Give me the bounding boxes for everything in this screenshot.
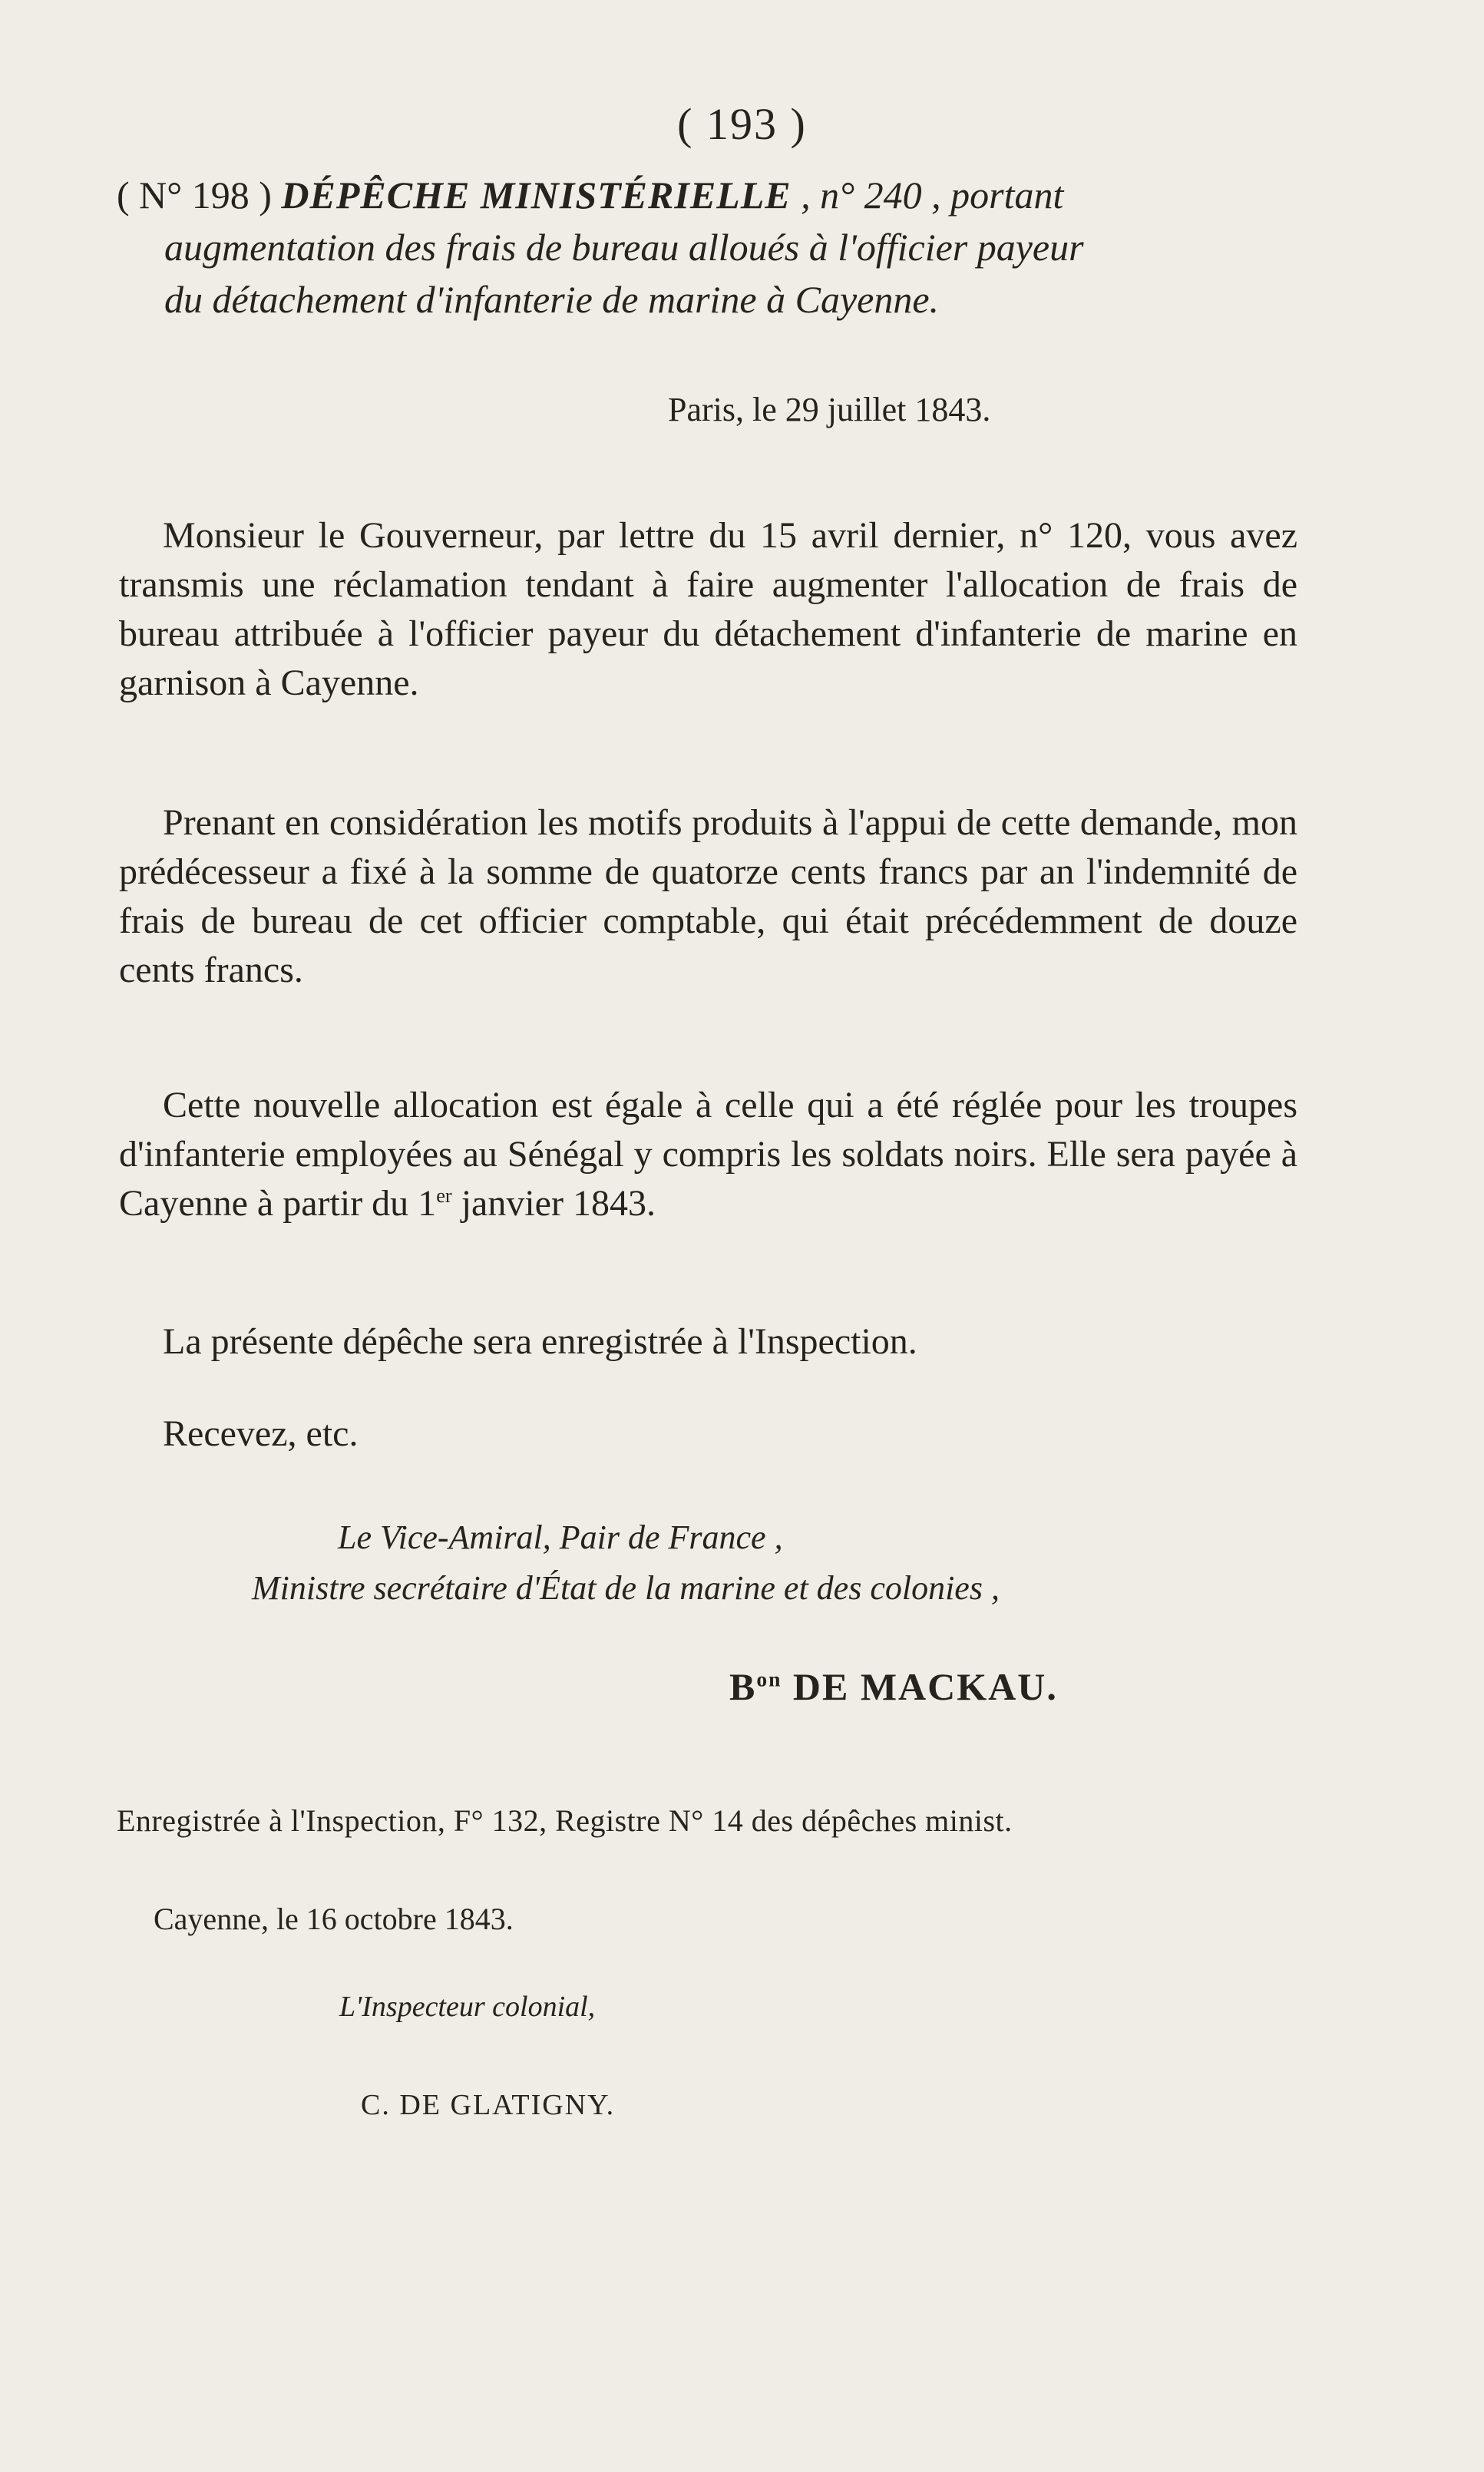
page-number: ( 193 ) bbox=[677, 99, 807, 149]
signature-name bbox=[729, 1664, 1058, 1709]
paragraph-3-text-a: Cette nouvelle allocation est égale à celle qui a été réglée pour les troupes d'infanterie employées au Sénégal y compris les soldats noirs. Elle sera payée à Cayenne à partir du 1 bbox=[119, 1085, 1297, 1224]
dateline: Paris, le 29 juillet 1843. bbox=[668, 391, 991, 428]
document-title bbox=[117, 169, 1299, 326]
signature-name-prefix: B bbox=[729, 1665, 757, 1708]
title-line3: du détachement d'infanterie de marine à Cayenne. bbox=[164, 278, 940, 321]
inspector-title: L'Inspecteur colonial, bbox=[339, 1991, 596, 2023]
signature-name-sup: on bbox=[756, 1667, 782, 1691]
title-heading: DÉPÊCHE MINISTÉRIELLE bbox=[281, 174, 792, 216]
signature-line2: Ministre secrétaire d'État de la marine et des colonies , bbox=[252, 1569, 1000, 1607]
paragraph-4 bbox=[119, 1317, 1297, 1367]
signature-line1: Le Vice-Amiral, Pair de France , bbox=[338, 1519, 783, 1556]
paragraph-3 bbox=[119, 1081, 1297, 1228]
paragraph-5-text: Recevez, etc. bbox=[163, 1413, 359, 1454]
paragraph-3-text-b: janvier 1843. bbox=[451, 1183, 656, 1224]
paragraph-3-text bbox=[119, 1081, 1297, 1228]
paragraph-4-text: La présente dépêche sera enregistrée à l'Inspection. bbox=[163, 1321, 917, 1362]
title-line1-rest: portant bbox=[950, 174, 1064, 216]
cayenne-date: Cayenne, le 16 octobre 1843. bbox=[154, 1902, 514, 1936]
paragraph-3-sup: er bbox=[436, 1184, 452, 1207]
title-line2: augmentation des frais de bureau alloués à l'officier payeur bbox=[164, 226, 1084, 269]
paragraph-1 bbox=[119, 511, 1297, 708]
signature-name-text: DE MACKAU. bbox=[782, 1665, 1058, 1708]
inspector-name: C. DE GLATIGNY. bbox=[361, 2089, 616, 2121]
signature-title bbox=[252, 1512, 1000, 1614]
paragraph-1-text: Monsieur le Gouverneur, par lettre du 15 avril dernier, n° 120, vous avez transmis une réclamation tendant à faire augmenter l'allocation de frais de bureau attribuée à l'officier payeur du détachement d'infanterie de marine en garnison à Cayenne. bbox=[119, 515, 1297, 703]
title-number-ref: , n° 240 , bbox=[801, 174, 941, 216]
paragraph-2-text: Prenant en considération les motifs produits à l'appui de cette demande, mon prédécesseur a fixé à la somme de quatorze cents francs par an l'indemnité de frais de bureau de cet officier comptable, qui était précédemment de douze cents francs. bbox=[119, 802, 1297, 990]
title-number: ( N° 198 ) bbox=[117, 174, 272, 216]
registration-note: Enregistrée à l'Inspection, F° 132, Registre N° 14 des dépêches minist. bbox=[117, 1803, 1013, 1838]
paragraph-2 bbox=[119, 798, 1297, 995]
paragraph-5 bbox=[119, 1410, 1297, 1459]
